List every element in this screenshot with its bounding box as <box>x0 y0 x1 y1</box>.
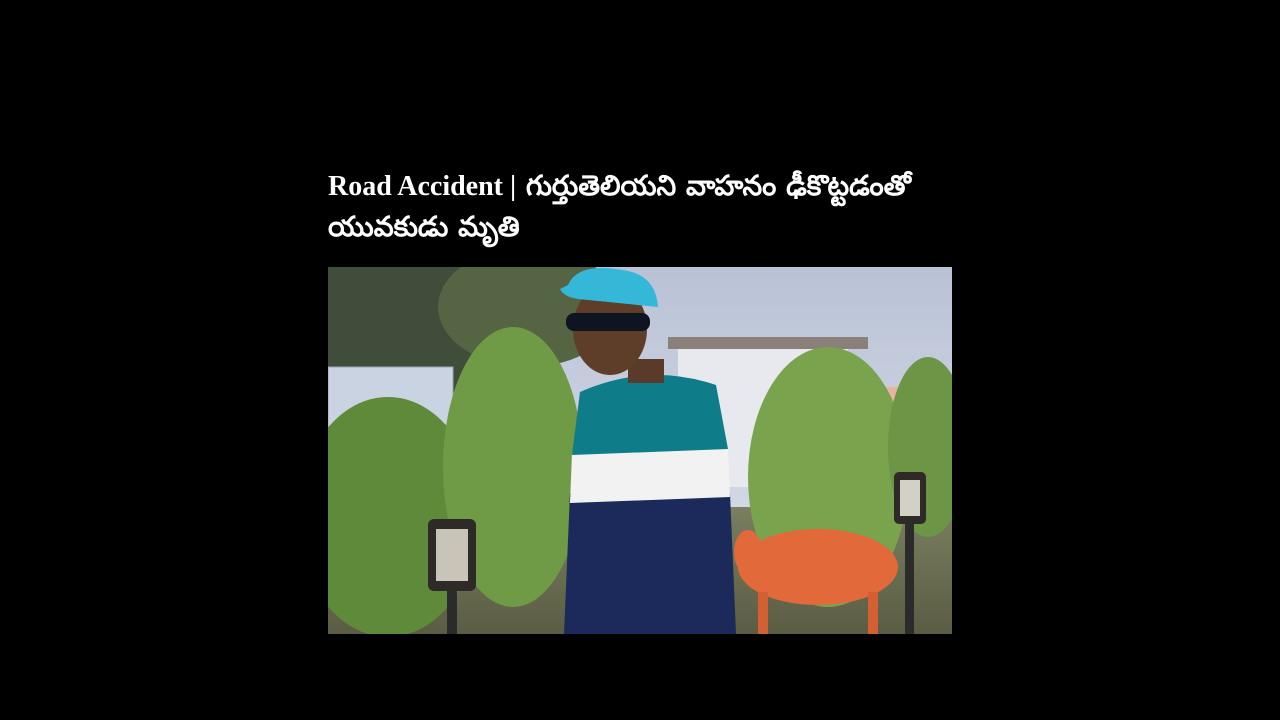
deer-head <box>734 530 762 574</box>
headline-english: Road Accident | <box>328 171 517 202</box>
shirt-navy <box>564 493 736 634</box>
lamp-glass-left <box>436 529 468 581</box>
deer-leg-2 <box>868 592 878 634</box>
lamp-post-left <box>447 587 457 634</box>
lamp-post-right <box>905 522 914 634</box>
shirt-white-band <box>570 447 730 503</box>
article-photo[interactable] <box>328 267 952 634</box>
lamp-glass-right <box>900 480 920 516</box>
building-roof <box>668 337 868 349</box>
sunglasses <box>566 313 650 331</box>
deer-leg-1 <box>758 592 768 634</box>
shirt-teal <box>572 375 728 455</box>
photo-illustration <box>328 267 952 634</box>
headline-telugu: గుర్తుతెలియని వాహనం ఢీకొట్టడంతో యువకుడు మృతి <box>328 169 911 243</box>
article-headline[interactable] <box>328 166 952 247</box>
